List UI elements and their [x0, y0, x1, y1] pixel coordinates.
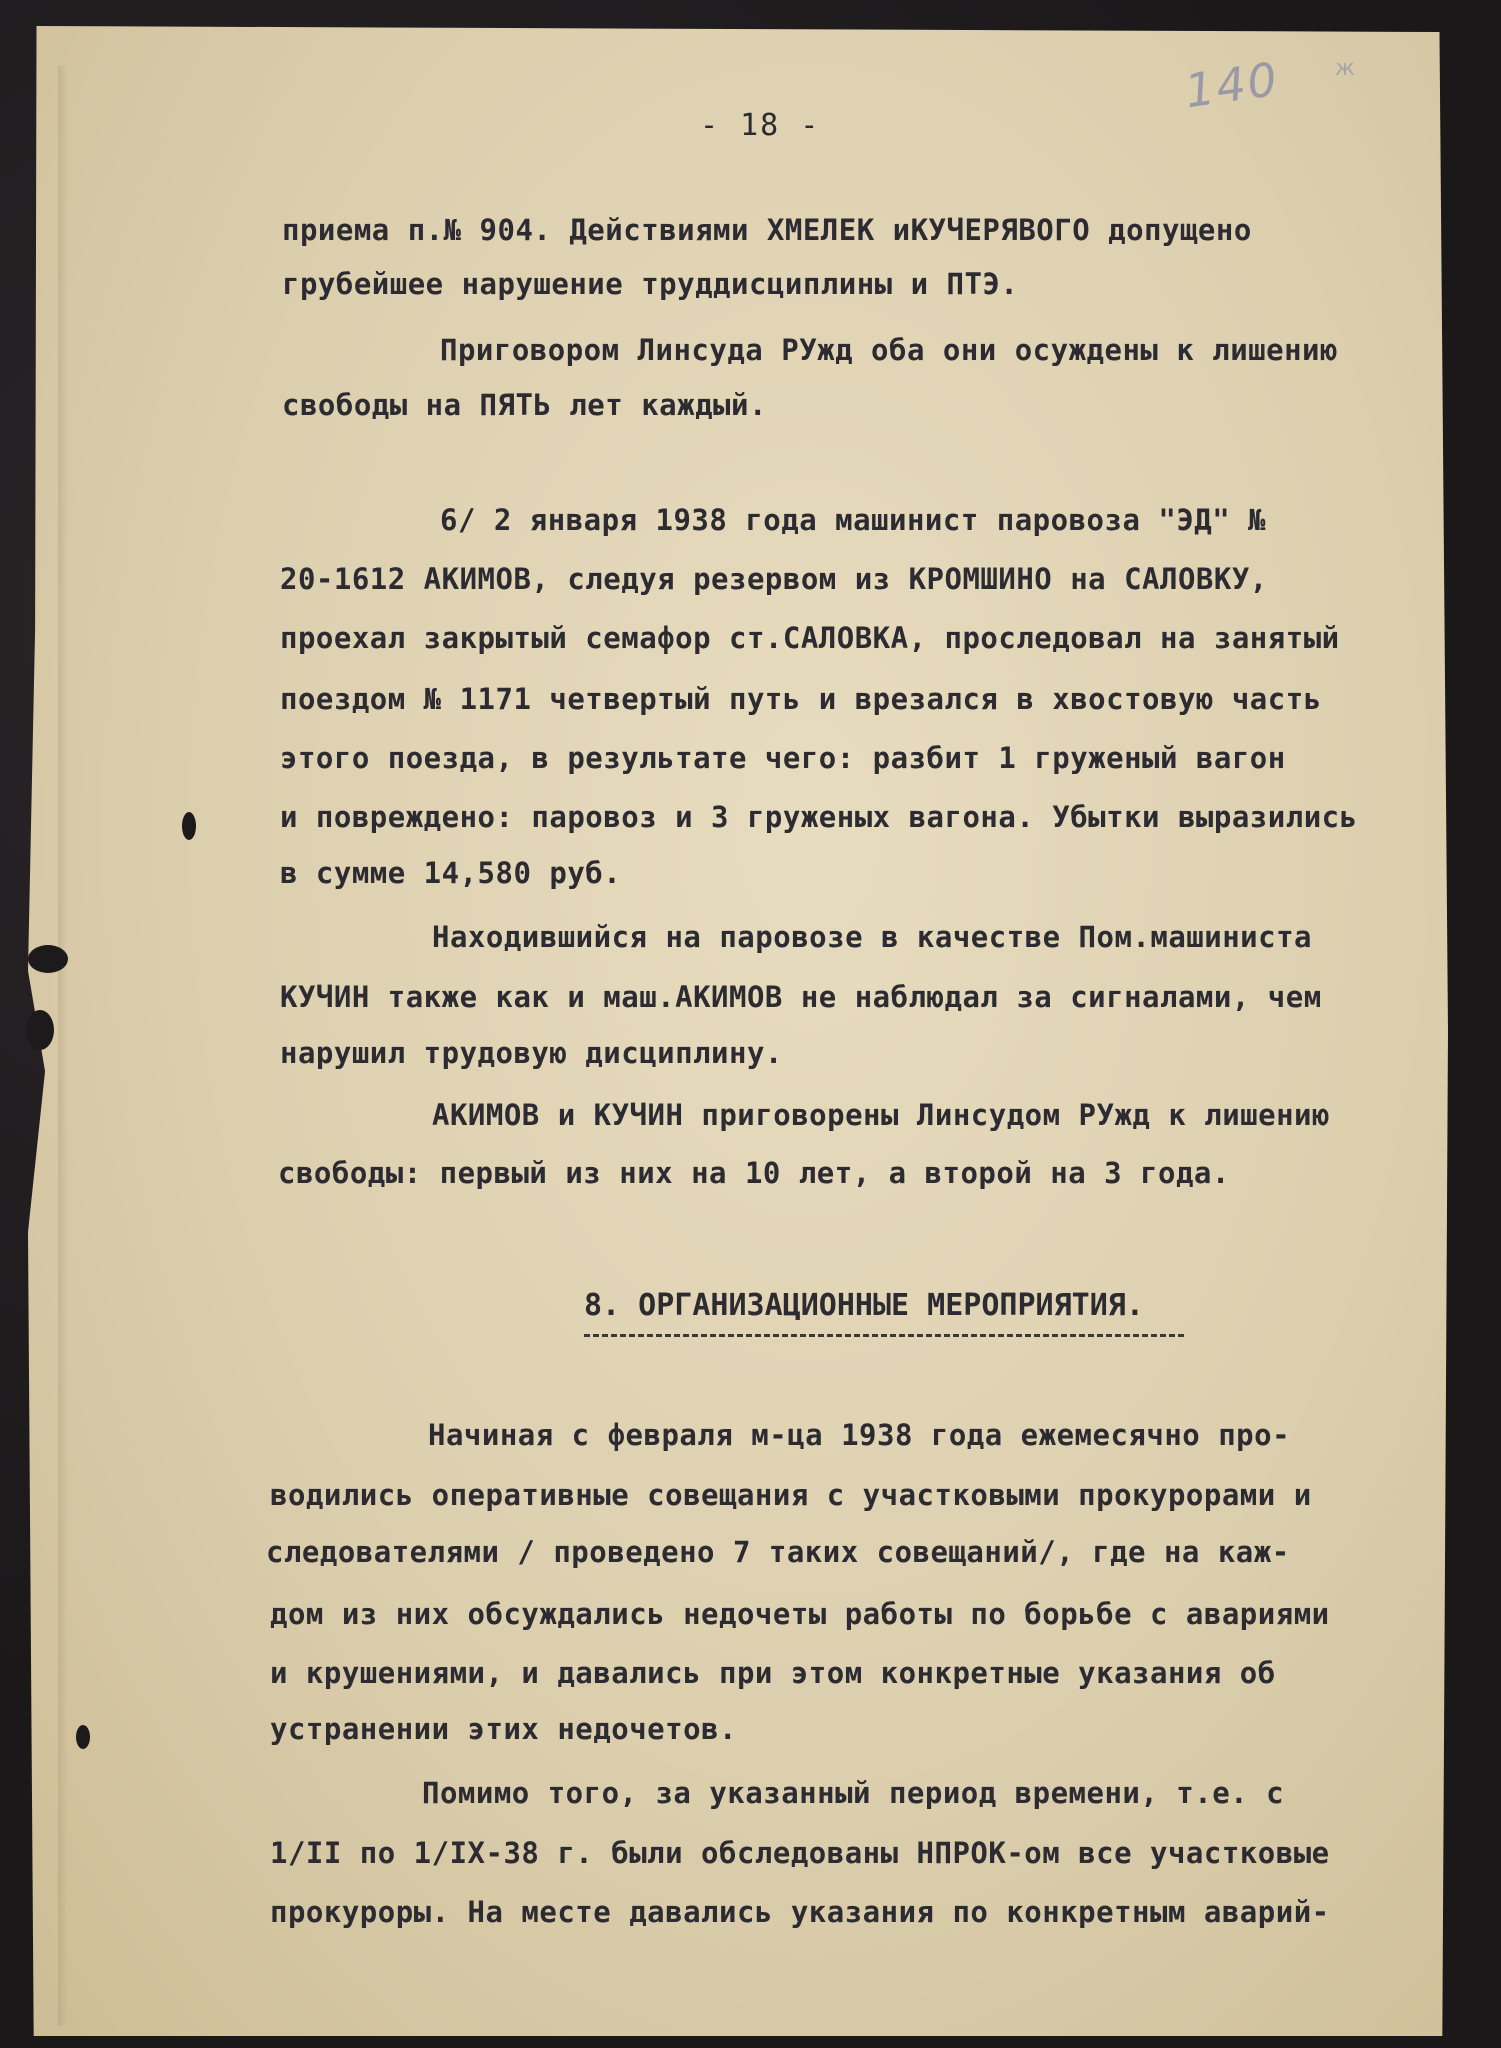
text-line: приема п.№ 904. Действиями ХМЕЛЕК иКУЧЕРЯВОГО допущено: [282, 213, 1252, 247]
text-line: нарушил трудовую дисциплину.: [280, 1036, 783, 1070]
document-page: [28, 26, 1448, 2036]
text-line: прокуроры. На месте давались указания по конкретным аварий-: [270, 1895, 1330, 1929]
text-line: 1/II по 1/IX-38 г. были обследованы НПРОК-ом все участковые: [270, 1836, 1330, 1870]
paper-tear: [76, 1725, 90, 1749]
text-line: дом из них обсуждались недочеты работы по борьбе с авариями: [270, 1597, 1330, 1631]
text-line: 6/ 2 января 1938 года машинист паровоза "ЭД" №: [440, 503, 1267, 537]
text-line: свободы на ПЯТЬ лет каждый.: [282, 388, 767, 422]
text-line: поездом № 1171 четвертый путь и врезался в хвостовую часть: [280, 682, 1322, 716]
page-number: - 18 -: [700, 108, 821, 143]
text-line: КУЧИН также как и маш.АКИМОВ не наблюдал за сигналами, чем: [280, 980, 1322, 1014]
text-line: Начиная с февраля м-ца 1938 года ежемесячно про-: [428, 1418, 1291, 1452]
text-line: грубейшее нарушение труддисциплины и ПТЭ.: [282, 267, 1019, 301]
text-line: Помимо того, за указанный период времени, т.е. с: [422, 1776, 1285, 1810]
text-line: АКИМОВ и КУЧИН приговорены Линсудом РУжд к лишению: [432, 1098, 1330, 1132]
heading-underline: [584, 1334, 1184, 1337]
text-line: следователями / проведено 7 таких совещаний/, где на каж-: [266, 1535, 1290, 1569]
text-line: проехал закрытый семафор ст.САЛОВКА, проследовал на занятый: [280, 621, 1340, 655]
text-line: водились оперативные совещания с участковыми прокурорами и: [270, 1478, 1312, 1512]
text-line: устранении этих недочетов.: [270, 1712, 737, 1746]
paper-tear: [28, 945, 68, 973]
text-line: Находившийся на паровозе в качестве Пом.машиниста: [432, 920, 1313, 954]
paper-tear: [182, 812, 196, 840]
text-line: этого поезда, в результате чего: разбит 1 груженый вагон: [280, 741, 1286, 775]
text-line: и повреждено: паровоз и 3 груженых вагона. Убытки выразились: [280, 800, 1358, 834]
folio-number: 140: [1181, 51, 1283, 119]
paper-tear: [26, 1010, 54, 1050]
text-line: 20-1612 АКИМОВ, следуя резервом из КРОМШИНО на САЛОВКУ,: [280, 562, 1268, 596]
text-line: Приговором Линсуда РУжд оба они осуждены к лишению: [440, 333, 1338, 367]
text-line: свободы: первый из них на 10 лет, а второй на 3 года.: [278, 1156, 1230, 1190]
folio-mark: ж: [1335, 56, 1355, 81]
text-line: и крушениями, и давались при этом конкретные указания об: [270, 1656, 1276, 1690]
text-line: в сумме 14,580 руб.: [280, 856, 622, 890]
section-heading: 8. ОРГАНИЗАЦИОННЫЕ МЕРОПРИЯТИЯ.: [584, 1288, 1144, 1323]
